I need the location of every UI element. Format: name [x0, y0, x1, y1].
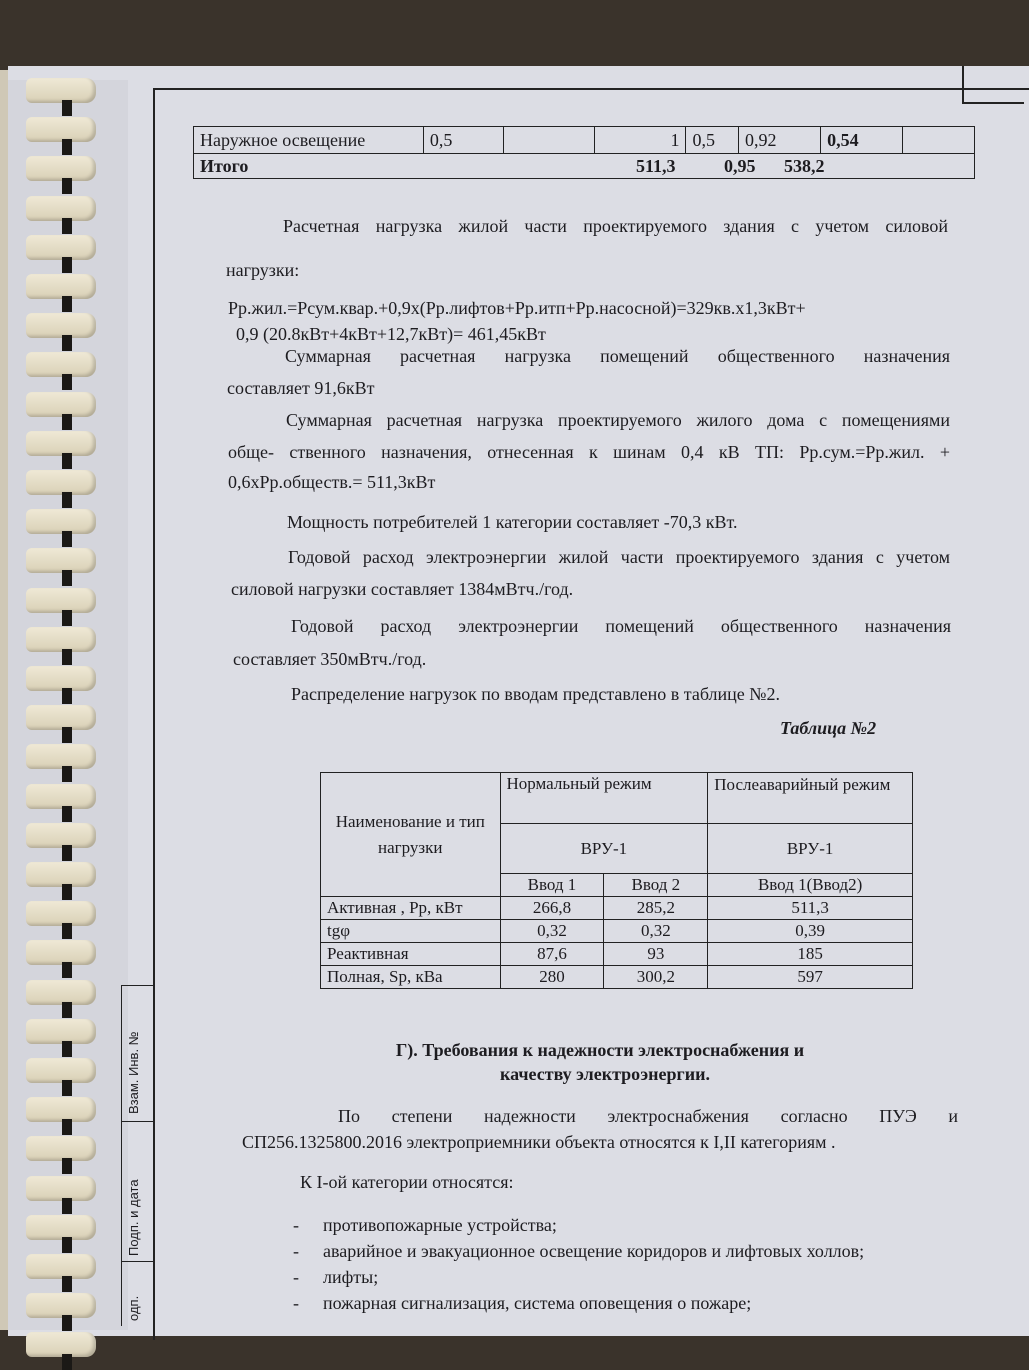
list-item-text: лифты; — [323, 1267, 379, 1287]
table-row — [321, 943, 913, 966]
binding-ring — [26, 1332, 96, 1357]
cell-value: 87,6 — [500, 943, 604, 966]
category-list — [293, 1212, 864, 1316]
cell-value: 285,2 — [604, 897, 708, 920]
stamp-label-podp: Подп. и дата — [126, 1179, 141, 1256]
cell-value: 0,32 — [500, 920, 604, 943]
table-cell: 0,5 — [686, 127, 739, 154]
row-label: Активная , Рр, кВт — [321, 897, 501, 920]
binding-ring — [26, 235, 96, 260]
table2 — [320, 772, 913, 989]
head-post: Послеаварийный режим — [708, 773, 913, 824]
list-item — [293, 1290, 864, 1316]
cell-value: 185 — [708, 943, 913, 966]
binding-ring — [26, 744, 96, 769]
paragraph-line: СП256.1325800.2016 электроприемники объекта относятся к I,II категориям . — [242, 1132, 836, 1152]
paragraph-line: Суммарная расчетная нагрузка проектируемого жилого дома с помещениями — [286, 410, 950, 430]
binding-ring — [26, 1254, 96, 1279]
binding-ring — [26, 1215, 96, 1240]
table-cell — [503, 127, 594, 154]
cell-value: 280 — [500, 966, 604, 989]
binding-ring — [26, 784, 96, 809]
binding-ring — [26, 78, 96, 103]
table-row — [321, 920, 913, 943]
cell-value: 266,8 — [500, 897, 604, 920]
binding-ring — [26, 1176, 96, 1201]
stamp-label-inv: одп. — [126, 1295, 141, 1321]
cell-value: 0,32 — [604, 920, 708, 943]
total-p: 511,3 — [636, 156, 676, 176]
paragraph-line: Расчетная нагрузка жилой части проектируемого здания с учетом силовой — [283, 216, 948, 236]
sub-in1: Ввод 1 — [500, 874, 604, 897]
list-item-text: пожарная сигнализация, система оповещения о пожаре; — [323, 1293, 752, 1313]
cell-value: 93 — [604, 943, 708, 966]
binding-ring — [26, 1097, 96, 1122]
binding-ring — [26, 313, 96, 338]
table-row — [321, 966, 913, 989]
cell-value: 511,3 — [708, 897, 913, 920]
paragraph-line: Суммарная расчетная нагрузка помещений общественного назначения — [285, 346, 950, 366]
cell-value: 300,2 — [604, 966, 708, 989]
dash-marker: - — [293, 1267, 299, 1287]
corner-stamp-box — [962, 66, 1024, 104]
table2-caption: Таблица №2 — [780, 718, 877, 738]
stamp-cell-vzam — [122, 986, 154, 1122]
head-name: Наименование и тип нагрузки — [321, 773, 501, 897]
paragraph-line: К I-ой категории относятся: — [300, 1172, 514, 1192]
binding-ring — [26, 666, 96, 691]
stamp-cell-podp — [122, 1121, 154, 1262]
binding-ring — [26, 509, 96, 534]
binding-ring — [26, 352, 96, 377]
section-heading — [360, 1038, 840, 1086]
binding-ring — [26, 588, 96, 613]
table-cell: 0,5 — [423, 127, 503, 154]
binding-ring — [26, 901, 96, 926]
sub-post: Ввод 1(Ввод2) — [708, 874, 913, 897]
paragraph-line: Мощность потребителей 1 категории составляет -70,3 кВт. — [287, 512, 738, 532]
heading-line: качеству электроэнергии. — [500, 1064, 710, 1084]
cell-value: 597 — [708, 966, 913, 989]
paragraph-line: нагрузки: — [226, 260, 300, 280]
binding-ring — [26, 1019, 96, 1044]
side-stamp — [121, 985, 154, 1326]
paragraph-line: силовой нагрузки составляет 1384мВтч./год. — [231, 579, 574, 599]
table-cell: 0,92 — [739, 127, 821, 154]
binding-ring — [26, 980, 96, 1005]
paragraph-line: составляет 91,6кВт — [227, 378, 375, 398]
binding-ring — [26, 156, 96, 181]
list-item — [293, 1212, 864, 1238]
binding-ring — [26, 705, 96, 730]
heading-line: Г). Требования к надежности электроснабжения и — [395, 1040, 805, 1060]
paragraph-line: Распределение нагрузок по вводам представлено в таблице №2. — [291, 684, 780, 704]
list-item — [293, 1264, 864, 1290]
paragraph-line: По степени надежности электроснабжения согласно ПУЭ и — [338, 1106, 958, 1126]
load-table-fragment — [193, 126, 975, 179]
total-label: Итого — [200, 155, 249, 176]
table-cell: 1 — [595, 127, 686, 154]
binding-ring — [26, 470, 96, 495]
stamp-label-vzam: Взам. Инв. № — [126, 1031, 141, 1114]
binding-ring — [26, 627, 96, 652]
table-row — [321, 897, 913, 920]
paragraph-line: обще- ственного назначения, отнесенная к шинам 0,4 кВ ТП: Рр.сум.=Рр.жил. + — [228, 442, 950, 462]
dash-marker: - — [293, 1241, 299, 1261]
table-cell: Наружное освещение — [194, 127, 424, 154]
paragraph-line: Годовой расход электроэнергии помещений общественного назначения — [291, 616, 951, 636]
table-row-total — [194, 154, 975, 179]
binding-ring — [26, 1136, 96, 1161]
binding-ring — [26, 823, 96, 848]
table-row — [194, 127, 975, 154]
binding-ring — [26, 196, 96, 221]
binding-ring — [26, 117, 96, 142]
dash-marker: - — [293, 1215, 299, 1235]
table-cell — [903, 127, 975, 154]
total-s: 538,2 — [784, 156, 825, 176]
binding-ring — [26, 862, 96, 887]
row-label: tgφ — [321, 920, 501, 943]
table-cell: 0,54 — [821, 127, 903, 154]
row-label: Полная, Sр, кВа — [321, 966, 501, 989]
binding-ring — [26, 392, 96, 417]
sub-in2: Ввод 2 — [604, 874, 708, 897]
binding-ring — [26, 548, 96, 573]
binding-ring — [26, 940, 96, 965]
list-item-text: противопожарные устройства; — [323, 1215, 557, 1235]
binding-ring — [26, 1058, 96, 1083]
cell-value: 0,39 — [708, 920, 913, 943]
paragraph-line: составляет 350мВтч./год. — [233, 649, 427, 669]
binding-ring — [26, 274, 96, 299]
list-item-text: аварийное и эвакуационное освещение коридоров и лифтовых холлов; — [323, 1241, 865, 1261]
formula-line: Рр.жил.=Рсум.квар.+0,9х(Рр.лифтов+Рр.итп+Рр.насосной)=329кв.х1,3кВт+ — [228, 298, 806, 318]
paragraph-line: Годовой расход электроэнергии жилой части проектируемого здания с учетом — [288, 547, 950, 567]
list-item — [293, 1238, 864, 1264]
head-normal: Нормальный режим — [500, 773, 708, 824]
stamp-cell-inv — [122, 1261, 154, 1326]
paragraph-line: 0,6хРр.обществ.= 511,3кВт — [228, 472, 436, 492]
formula-line: 0,9 (20.8кВт+4кВт+12,7кВт)= 461,45кВт — [236, 324, 546, 344]
table-row — [321, 773, 913, 824]
vru-normal: ВРУ-1 — [500, 824, 708, 874]
total-cell — [194, 154, 975, 179]
binding-ring — [26, 1293, 96, 1318]
row-label: Реактивная — [321, 943, 501, 966]
vru-post: ВРУ-1 — [708, 824, 913, 874]
dash-marker: - — [293, 1293, 299, 1313]
binding-ring — [26, 431, 96, 456]
total-cos: 0,95 — [724, 156, 756, 176]
